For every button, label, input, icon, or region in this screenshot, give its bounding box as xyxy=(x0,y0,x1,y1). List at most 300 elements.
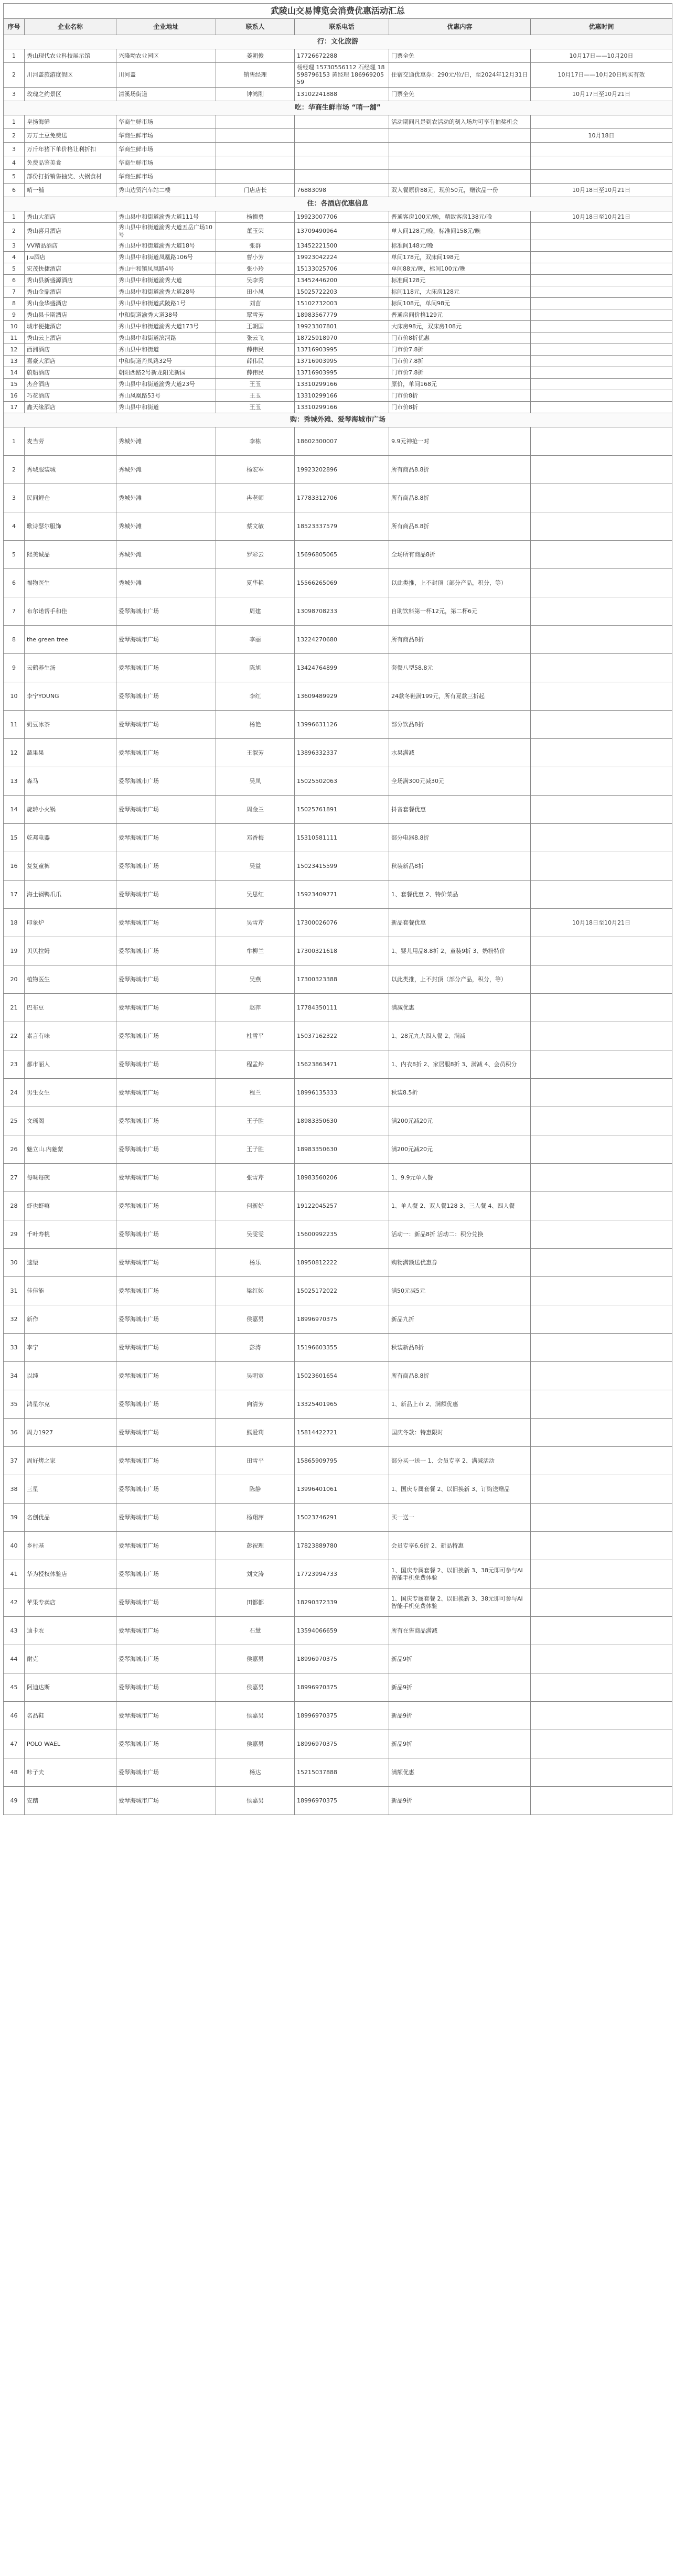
contact-phone: 15102732003 xyxy=(295,298,389,309)
contact-person: 张群 xyxy=(216,240,295,252)
offer-content: 门市价7.8折 xyxy=(389,344,531,356)
offer-time xyxy=(531,852,672,881)
table-row xyxy=(4,937,672,965)
row-number: 7 xyxy=(4,286,25,298)
contact-phone: 15310581111 xyxy=(295,824,389,852)
contact-phone: 18983560206 xyxy=(295,1164,389,1192)
table-row xyxy=(4,1164,672,1192)
contact-phone xyxy=(295,129,389,143)
row-number: 14 xyxy=(4,367,25,379)
table-row xyxy=(4,223,672,240)
offer-time xyxy=(531,626,672,654)
offer-content: 1、婴儿用品8.8折 2、童装9折 3、奶粉特价 xyxy=(389,937,531,965)
row-number: 39 xyxy=(4,1504,25,1532)
company-address: 华商生鲜市场 xyxy=(116,115,216,129)
company-address: 爱琴海城市广场 xyxy=(116,1447,216,1475)
contact-person: 赵萍 xyxy=(216,994,295,1022)
table-row xyxy=(4,484,672,512)
offer-time xyxy=(531,1702,672,1730)
offer-time xyxy=(531,1192,672,1220)
company-name: 都市丽人 xyxy=(25,1050,116,1079)
offer-time xyxy=(531,654,672,682)
offer-time xyxy=(531,767,672,796)
row-number: 4 xyxy=(4,512,25,541)
offer-content: 1、国庆专属套餐 2、以旧换新 3、订购送赠品 xyxy=(389,1475,531,1504)
contact-person: 罗彩云 xyxy=(216,541,295,569)
company-name: 佳佳能 xyxy=(25,1277,116,1305)
offer-content: 1、国庆专属套餐 2、以旧换新 3、38元即可参与AI智能手机免费体验 xyxy=(389,1588,531,1617)
contact-person: 杨达 xyxy=(216,1758,295,1787)
table-row xyxy=(4,824,672,852)
offer-content: 标准间148元/晚 xyxy=(389,240,531,252)
contact-person: 张雪芹 xyxy=(216,1164,295,1192)
offer-time xyxy=(531,512,672,541)
offer-time xyxy=(531,1135,672,1164)
contact-person: 向清芳 xyxy=(216,1390,295,1419)
offer-time xyxy=(531,1475,672,1504)
table-row xyxy=(4,184,672,197)
offer-time xyxy=(531,252,672,263)
contact-phone: 18996970375 xyxy=(295,1673,389,1702)
offer-content: 所有商品8.8折 xyxy=(389,484,531,512)
company-name: 苹果专卖店 xyxy=(25,1588,116,1617)
table-row xyxy=(4,739,672,767)
offer-content: 新品套餐优惠 xyxy=(389,909,531,937)
row-number: 3 xyxy=(4,484,25,512)
contact-person: 李丽 xyxy=(216,626,295,654)
row-number: 8 xyxy=(4,626,25,654)
company-address: 秀山县中和街道武陵路1号 xyxy=(116,298,216,309)
contact-person xyxy=(216,115,295,129)
offer-time xyxy=(531,143,672,156)
offer-content: 满200元减20元 xyxy=(389,1135,531,1164)
row-number: 5 xyxy=(4,541,25,569)
offer-time xyxy=(531,156,672,170)
company-address: 爱琴海城市广场 xyxy=(116,937,216,965)
offer-content: 标间108元，单间98元 xyxy=(389,298,531,309)
offer-time xyxy=(531,367,672,379)
company-name: 鑫天缘酒店 xyxy=(25,402,116,413)
offer-time xyxy=(531,456,672,484)
contact-phone: 13224270680 xyxy=(295,626,389,654)
offer-time: 10月18日至10月21日 xyxy=(531,211,672,223)
company-address: 爱琴海城市广场 xyxy=(116,1022,216,1050)
offer-time xyxy=(531,541,672,569)
contact-phone: 13594066659 xyxy=(295,1617,389,1645)
contact-phone: 13424764899 xyxy=(295,654,389,682)
row-number: 17 xyxy=(4,881,25,909)
row-number: 40 xyxy=(4,1532,25,1560)
company-name: 云鹤养生汤 xyxy=(25,654,116,682)
company-address: 兴隆坳农业园区 xyxy=(116,49,216,63)
row-number: 6 xyxy=(4,275,25,286)
company-address: 爱琴海城市广场 xyxy=(116,1702,216,1730)
table-row xyxy=(4,965,672,994)
company-name: 秀山县新盛源酒店 xyxy=(25,275,116,286)
contact-phone: 13325401965 xyxy=(295,1390,389,1419)
offer-content: 新品9折 xyxy=(389,1787,531,1815)
table-body xyxy=(4,4,672,1815)
company-address: 秀山县中和街道渝秀大道173号 xyxy=(116,321,216,332)
row-number: 36 xyxy=(4,1419,25,1447)
table-row xyxy=(4,427,672,456)
table-row xyxy=(4,994,672,1022)
row-number: 2 xyxy=(4,223,25,240)
contact-phone: 18996970375 xyxy=(295,1787,389,1815)
contact-person: 曹小芳 xyxy=(216,252,295,263)
contact-person: 薛伟民 xyxy=(216,367,295,379)
offer-content: 9.9元神抢一对 xyxy=(389,427,531,456)
offer-content: 国庆冬款：特惠限时 xyxy=(389,1419,531,1447)
row-number: 31 xyxy=(4,1277,25,1305)
contact-phone: 17300323388 xyxy=(295,965,389,994)
row-number: 32 xyxy=(4,1305,25,1334)
offer-content: 部分买一送一 1、会员专享 2、满减活动 xyxy=(389,1447,531,1475)
offer-time xyxy=(531,1305,672,1334)
table-row xyxy=(4,332,672,344)
contact-phone: 13896332337 xyxy=(295,739,389,767)
company-address: 秀城外滩 xyxy=(116,456,216,484)
company-address: 爱琴海城市广场 xyxy=(116,1107,216,1135)
company-name: 李宁YOUNG xyxy=(25,682,116,711)
offer-time xyxy=(531,402,672,413)
contact-phone: 13709490964 xyxy=(295,223,389,240)
company-address: 爱琴海城市广场 xyxy=(116,852,216,881)
table-row xyxy=(4,682,672,711)
contact-person: 侯嘉男 xyxy=(216,1702,295,1730)
row-number: 45 xyxy=(4,1673,25,1702)
company-name: 秀山现代农业科技展示馆 xyxy=(25,49,116,63)
offer-time xyxy=(531,115,672,129)
table-row xyxy=(4,1220,672,1249)
contact-person: 邓香梅 xyxy=(216,824,295,852)
contact-person: 吴李秀 xyxy=(216,275,295,286)
offer-content: 门市价7.8折 xyxy=(389,356,531,367)
contact-person: 吴雯雯 xyxy=(216,1220,295,1249)
table-row xyxy=(4,1277,672,1305)
contact-phone: 15025502063 xyxy=(295,767,389,796)
contact-person: 田小凤 xyxy=(216,286,295,298)
offer-time xyxy=(531,796,672,824)
row-number: 26 xyxy=(4,1135,25,1164)
table-row xyxy=(4,909,672,937)
company-name: 三星 xyxy=(25,1475,116,1504)
promotion-sheet xyxy=(3,3,672,1815)
table-row xyxy=(4,1787,672,1815)
contact-phone: 19923042224 xyxy=(295,252,389,263)
table-row xyxy=(4,1107,672,1135)
company-name: 熙美诚品 xyxy=(25,541,116,569)
company-name: 咔子夫 xyxy=(25,1758,116,1787)
table-row xyxy=(4,298,672,309)
offer-time xyxy=(531,332,672,344)
offer-content: 部分电器8.8折 xyxy=(389,824,531,852)
offer-time xyxy=(531,390,672,402)
contact-person: 刘苗 xyxy=(216,298,295,309)
row-number: 1 xyxy=(4,49,25,63)
offer-content: 买一送一 xyxy=(389,1504,531,1532)
contact-person: 杨艳 xyxy=(216,711,295,739)
contact-person xyxy=(216,170,295,184)
company-address: 爱琴海城市广场 xyxy=(116,1079,216,1107)
table-row xyxy=(4,1305,672,1334)
row-number: 25 xyxy=(4,1107,25,1135)
company-name: 素言有味 xyxy=(25,1022,116,1050)
section-heading: 住：各酒店优惠信息 xyxy=(4,197,672,211)
table-row xyxy=(4,1249,672,1277)
offer-content: 以此类推，上不封顶（部分产品，积分，等） xyxy=(389,965,531,994)
company-address: 爱琴海城市广场 xyxy=(116,739,216,767)
offer-content: 大床房98元，双床房108元 xyxy=(389,321,531,332)
title-row xyxy=(4,4,672,19)
offer-time xyxy=(531,1419,672,1447)
offer-content: 秋装新品8折 xyxy=(389,852,531,881)
table-row xyxy=(4,852,672,881)
company-address: 爱琴海城市广场 xyxy=(116,597,216,626)
contact-phone: 18523337579 xyxy=(295,512,389,541)
offer-content: 1、内衣8折 2、家居服8折 3、满减 4、会员积分 xyxy=(389,1050,531,1079)
company-address: 爱琴海城市广场 xyxy=(116,1390,216,1419)
contact-phone: 15865909795 xyxy=(295,1447,389,1475)
offer-time xyxy=(531,965,672,994)
col-header-contact: 联系人 xyxy=(216,19,295,35)
company-name: 哨一舖 xyxy=(25,184,116,197)
contact-person: 田雪平 xyxy=(216,1447,295,1475)
contact-phone: 17300321618 xyxy=(295,937,389,965)
row-number: 16 xyxy=(4,852,25,881)
contact-phone: 18290372339 xyxy=(295,1588,389,1617)
row-number: 8 xyxy=(4,298,25,309)
table-row xyxy=(4,1673,672,1702)
company-address: 爱琴海城市广场 xyxy=(116,881,216,909)
offer-time xyxy=(531,1730,672,1758)
contact-person: 侯嘉男 xyxy=(216,1673,295,1702)
company-address: 爱琴海城市广场 xyxy=(116,1673,216,1702)
table-row xyxy=(4,170,672,184)
company-address: 爱琴海城市广场 xyxy=(116,1475,216,1504)
company-name: 虾也虾嘛 xyxy=(25,1192,116,1220)
offer-content: 所有商品8.8折 xyxy=(389,512,531,541)
col-header-name: 企业名称 xyxy=(25,19,116,35)
contact-phone: 13310299166 xyxy=(295,402,389,413)
offer-content: 门市价8折 xyxy=(389,390,531,402)
table-row xyxy=(4,1588,672,1617)
contact-person: 熊爱莉 xyxy=(216,1419,295,1447)
row-number: 46 xyxy=(4,1702,25,1730)
table-row xyxy=(4,1758,672,1787)
contact-person: 吴燕 xyxy=(216,965,295,994)
contact-person: 侯嘉男 xyxy=(216,1730,295,1758)
offer-time xyxy=(531,1787,672,1815)
contact-person xyxy=(216,129,295,143)
page-title: 武陵山交易博览会消费优惠活动汇总 xyxy=(4,4,672,19)
contact-phone: 15814422721 xyxy=(295,1419,389,1447)
company-name: 免费品鉴美食 xyxy=(25,156,116,170)
contact-phone xyxy=(295,115,389,129)
row-number: 44 xyxy=(4,1645,25,1673)
company-name: 巧花酒店 xyxy=(25,390,116,402)
offer-content: 所有商品8.8折 xyxy=(389,1362,531,1390)
row-number: 1 xyxy=(4,427,25,456)
company-name: 阿迪达斯 xyxy=(25,1673,116,1702)
company-name: 歌诗瑟尔服饰 xyxy=(25,512,116,541)
table-row xyxy=(4,1532,672,1560)
table-row xyxy=(4,1362,672,1390)
company-address: 爱琴海城市广场 xyxy=(116,1730,216,1758)
row-number: 4 xyxy=(4,252,25,263)
company-name: 秀山金鼎酒店 xyxy=(25,286,116,298)
contact-phone: 13452446200 xyxy=(295,275,389,286)
offer-time xyxy=(531,1447,672,1475)
company-name: POLO WAEL xyxy=(25,1730,116,1758)
company-address: 秀城外滩 xyxy=(116,541,216,569)
contact-phone xyxy=(295,156,389,170)
row-number: 22 xyxy=(4,1022,25,1050)
row-number: 35 xyxy=(4,1390,25,1419)
col-header-phone: 联系电话 xyxy=(295,19,389,35)
offer-time xyxy=(531,711,672,739)
company-address: 爱琴海城市广场 xyxy=(116,711,216,739)
table-row xyxy=(4,252,672,263)
company-address: 秀山县中和街道凤凰路106号 xyxy=(116,252,216,263)
table-row xyxy=(4,286,672,298)
offer-content: 满额优惠 xyxy=(389,1758,531,1787)
table-row xyxy=(4,1645,672,1673)
table-row xyxy=(4,1475,672,1504)
company-address: 秀山县中和街道渝秀大道28号 xyxy=(116,286,216,298)
contact-person: 王子胜 xyxy=(216,1135,295,1164)
company-name: 部份打折销售抽奖、火锅食材 xyxy=(25,170,116,184)
contact-person: 销售经理 xyxy=(216,63,295,88)
contact-person: 王玉 xyxy=(216,402,295,413)
offer-content: 全场满300元减30元 xyxy=(389,767,531,796)
contact-phone: 17783312706 xyxy=(295,484,389,512)
contact-person: 何新好 xyxy=(216,1192,295,1220)
row-number: 4 xyxy=(4,156,25,170)
contact-phone: 18983567779 xyxy=(295,309,389,321)
contact-phone: 18996970375 xyxy=(295,1305,389,1334)
offer-time xyxy=(531,1390,672,1419)
contact-phone: 19122045257 xyxy=(295,1192,389,1220)
contact-phone: 15923409771 xyxy=(295,881,389,909)
contact-person: 石慧 xyxy=(216,1617,295,1645)
row-number: 37 xyxy=(4,1447,25,1475)
row-number: 2 xyxy=(4,129,25,143)
offer-content: 1、28元九大四人餐 2、满减 xyxy=(389,1022,531,1050)
table-row xyxy=(4,597,672,626)
table-row xyxy=(4,367,672,379)
row-number: 15 xyxy=(4,824,25,852)
company-address: 爱琴海城市广场 xyxy=(116,1787,216,1815)
contact-phone: 13996401061 xyxy=(295,1475,389,1504)
company-address: 朝阳西路2号新龙阳光新园 xyxy=(116,367,216,379)
company-address: 爱琴海城市广场 xyxy=(116,1560,216,1588)
offer-time xyxy=(531,994,672,1022)
offer-time xyxy=(531,597,672,626)
offer-time xyxy=(531,1617,672,1645)
row-number: 17 xyxy=(4,402,25,413)
contact-phone: 18996135333 xyxy=(295,1079,389,1107)
table-row xyxy=(4,63,672,88)
table-row xyxy=(4,1504,672,1532)
row-number: 12 xyxy=(4,739,25,767)
company-name: 皇扬海鲜 xyxy=(25,115,116,129)
row-number: 1 xyxy=(4,115,25,129)
offer-content xyxy=(389,156,531,170)
company-name: 植物医生 xyxy=(25,965,116,994)
offer-content xyxy=(389,170,531,184)
row-number: 42 xyxy=(4,1588,25,1617)
company-name: 耐克 xyxy=(25,1645,116,1673)
company-name: 魅立山.内魅蒙 xyxy=(25,1135,116,1164)
offer-content: 门市价7.8折 xyxy=(389,367,531,379)
contact-phone: 13716903995 xyxy=(295,356,389,367)
company-address: 秀城外滩 xyxy=(116,484,216,512)
offer-time xyxy=(531,1758,672,1787)
table-row xyxy=(4,1730,672,1758)
offer-time xyxy=(531,1504,672,1532)
row-number: 34 xyxy=(4,1362,25,1390)
company-address: 爱琴海城市广场 xyxy=(116,824,216,852)
company-name: 新作 xyxy=(25,1305,116,1334)
table-row xyxy=(4,1617,672,1645)
contact-person: 薛伟民 xyxy=(216,344,295,356)
offer-content: 1、新品上市 2、满额优惠 xyxy=(389,1390,531,1419)
contact-phone: 17823889780 xyxy=(295,1532,389,1560)
offer-time xyxy=(531,356,672,367)
contact-phone: 19923007706 xyxy=(295,211,389,223)
contact-person: 王淑芳 xyxy=(216,739,295,767)
company-name: 男生女生 xyxy=(25,1079,116,1107)
table-row xyxy=(4,541,672,569)
row-number: 29 xyxy=(4,1220,25,1249)
company-address: 爱琴海城市广场 xyxy=(116,1334,216,1362)
company-name: 秀山县卡斯酒店 xyxy=(25,309,116,321)
row-number: 11 xyxy=(4,332,25,344)
offer-content: 自助饮料第一杯12元，第二杯6元 xyxy=(389,597,531,626)
contact-person: 吴思红 xyxy=(216,881,295,909)
company-name: 千叶寿桃 xyxy=(25,1220,116,1249)
company-name: 秀山云上酒店 xyxy=(25,332,116,344)
company-name: 乡村基 xyxy=(25,1532,116,1560)
offer-time xyxy=(531,1532,672,1560)
section-heading-row xyxy=(4,413,672,427)
company-name: the green tree xyxy=(25,626,116,654)
company-address: 川河盖 xyxy=(116,63,216,88)
table-row xyxy=(4,456,672,484)
company-name: 贝贝拉姆 xyxy=(25,937,116,965)
company-address: 爱琴海城市广场 xyxy=(116,796,216,824)
company-address: 华商生鲜市场 xyxy=(116,170,216,184)
contact-person: 吴明宽 xyxy=(216,1362,295,1390)
company-address: 秀山县中和街道渝秀大道18号 xyxy=(116,240,216,252)
company-address: 爱琴海城市广场 xyxy=(116,1220,216,1249)
row-number: 9 xyxy=(4,309,25,321)
offer-content: 门票全免 xyxy=(389,49,531,63)
offer-time xyxy=(531,1220,672,1249)
contact-person: 周建 xyxy=(216,597,295,626)
table-row xyxy=(4,402,672,413)
contact-person: 吴益 xyxy=(216,852,295,881)
row-number: 10 xyxy=(4,321,25,332)
company-name: 秀山大酒店 xyxy=(25,211,116,223)
table-row xyxy=(4,569,672,597)
offer-time xyxy=(531,1079,672,1107)
row-number: 13 xyxy=(4,767,25,796)
table-row xyxy=(4,356,672,367)
offer-content: 购物满额送优惠券 xyxy=(389,1249,531,1277)
table-row xyxy=(4,626,672,654)
